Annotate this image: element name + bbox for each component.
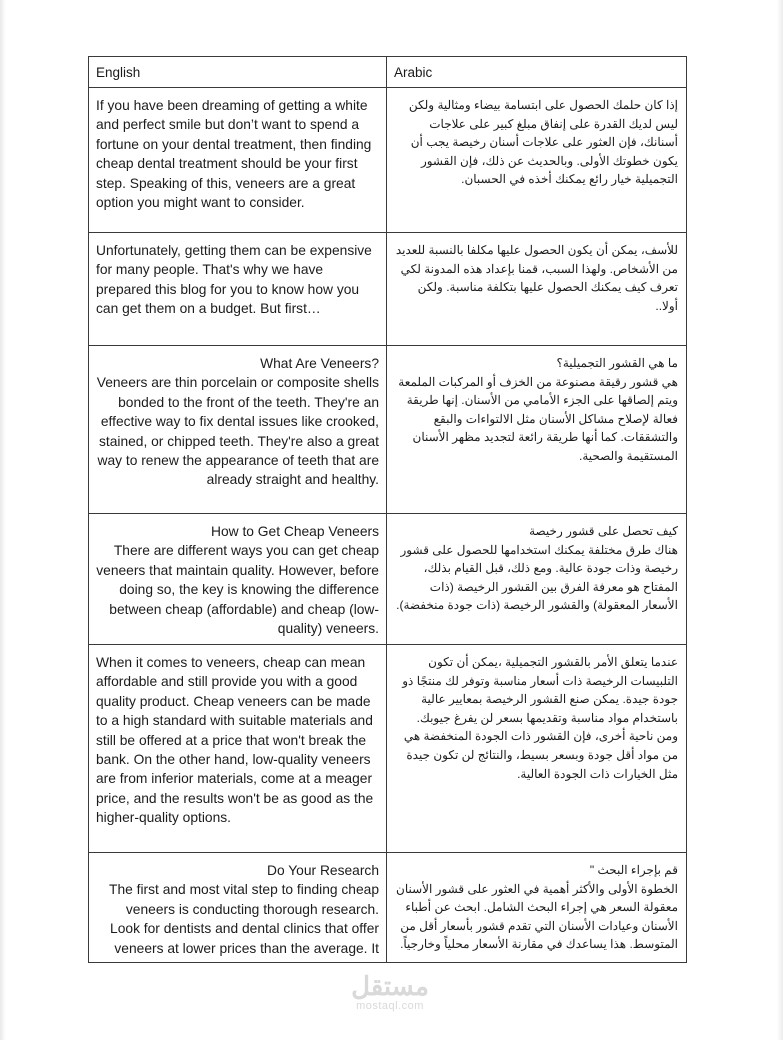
english-text: Unfortunately, getting them can be expensive for many people. That's why we have prepared this blog for you to know how you can get them on a budget. But first…: [96, 243, 372, 317]
english-section-heading: What Are Veneers?: [260, 356, 379, 371]
english-text: When it comes to veneers, cheap can mean affordable and still provide you with a good quality product. Cheap veneers can be made to a high standard with suitable materials and still be offered at a price that won't break the bank. On the other hand, low-quality veneers are from inferior materials, come at a meager price, and the results won't be as good as the higher-quality options.: [96, 655, 374, 826]
table-row: [89, 514, 687, 645]
arabic-text: الخطوة الأولى والأكثر أهمية في العثور على قشور الأسنان معقولة السعر هي إجراء البحث الشامل. ابحث عن أطباء الأسنان وعيادات الأسنان التي تقدم قشور بأسعار أقل من المتوسط. هذا يساعدك في مقارنة الأسعار محلياً وخارجياً.: [396, 881, 678, 952]
arabic-text: للأسف، يمكن أن يكون الحصول عليها مكلفا بالنسبة للعديد من الأشخاص. ولهذا السبب، قمنا بإعداد هذه المدونة لكي تعرف كيف يمكنك الحصول عليها بتكلفة مناسبة. ولكن أولا..: [395, 243, 678, 313]
table-row: [89, 88, 687, 233]
english-cell: [89, 645, 387, 853]
arabic-text: هي قشور رقيقة مصنوعة من الخزف أو المركبات الملمعة ويتم إلصاقها على الجزء الأمامي من الأسنان. إنها طريقة فعالة لإصلاح مشاكل الأسنان مثل الالتواءات والبقع والتشققات. كما أنها طريقة رائعة لتجديد مظهر الأسنان المستقيمة والصحية.: [398, 374, 678, 463]
mostaql-watermark: [330, 972, 450, 1012]
mostaql-url: mostaql.com: [356, 1000, 424, 1012]
english-text: Veneers are thin porcelain or composite shells bonded to the front of the teeth. They're an effective way to fix dental issues like crooked, stained, or chipped teeth. They're also a great way to renew the appearance of teeth that are already straight and healthy.: [96, 375, 379, 488]
english-cell: [89, 346, 387, 514]
english-section-heading: Do Your Research: [267, 863, 379, 878]
mostaql-logo: مستقل: [351, 971, 429, 1001]
english-text: There are different ways you can get cheap veneers that maintain quality. However, before doing so, the key is knowing the difference between cheap (affordable) and cheap (low-quality) veneers.: [96, 543, 379, 637]
arabic-section-heading: قم بإجراء البحث ": [589, 863, 678, 877]
arabic-cell: [387, 233, 687, 346]
translation-table: [88, 56, 687, 963]
arabic-text: هناك طرق مختلفة يمكنك استخدامها للحصول على قشور رخيصة وذات جودة عالية. ومع ذلك، قبل القيام بذلك، المفتاح هو معرفة الفرق بين القشور الرخيصة (ذات الأسعار المعقولة) والقشور الرخيصة (ذات جودة منخفضة).: [396, 542, 678, 613]
arabic-section-heading: كيف تحصل على قشور رخيصة: [529, 524, 678, 538]
arabic-cell: [387, 853, 687, 963]
english-text: If you have been dreaming of getting a white and perfect smile but don’t want to spend a fortune on your dental treatment, then finding cheap dental treatment should be your first step. Speaking of this, veneers are a great option you might want to consider.: [96, 98, 372, 211]
arabic-cell: [387, 514, 687, 645]
arabic-cell: [387, 88, 687, 233]
arabic-text: إذا كان حلمك الحصول على ابتسامة بيضاء ومثالية ولكن ليس لديك القدرة على إنفاق مبلغ كبير على علاجات أسنانك، فإن العثور على علاجات أسنان رخيصة يجب أن يكون خطوتك الأولى. وبالحديث عن ذلك، فإن القشور التجميلية خيار رائع يمكنك أخذه في الحسبان.: [408, 98, 678, 187]
english-cell: [89, 853, 387, 963]
arabic-cell: [387, 645, 687, 853]
english-text: The first and most vital step to finding cheap veneers is conducting thorough research. Look for dentists and dental clinics that offer veneers at lower prices than the average. It: [109, 882, 379, 956]
table-header-row: [89, 57, 687, 88]
table-row: [89, 853, 687, 963]
table-row: [89, 233, 687, 346]
table-row: [89, 645, 687, 853]
english-section-heading: How to Get Cheap Veneers: [211, 524, 379, 539]
english-cell: [89, 88, 387, 233]
arabic-cell: [387, 346, 687, 514]
table-row: [89, 346, 687, 514]
header-english: English: [89, 57, 387, 88]
arabic-section-heading: ما هي القشور التجميلية؟: [556, 356, 678, 370]
english-cell: [89, 514, 387, 645]
arabic-text: عندما يتعلق الأمر بالقشور التجميلية ،يمكن أن تكون التلبيسات الرخيصة ذات أسعار مناسبة وتوفر لك منتجًا ذو جودة جيدة. يمكن صنع القشور الرخيصة بمعايير عالية باستخدام مواد مناسبة وتقديمها بسعر لن يفرغ جيوبك. ومن ناحية أخرى، فإن القشور ذات الجودة المنخفضة هي من مواد أقل جودة وبسعر بسيط، والنتائج لن تكون جيدة مثل الخيارات ذات الجودة العالية.: [402, 655, 678, 781]
header-arabic: Arabic: [387, 57, 687, 88]
english-cell: [89, 233, 387, 346]
